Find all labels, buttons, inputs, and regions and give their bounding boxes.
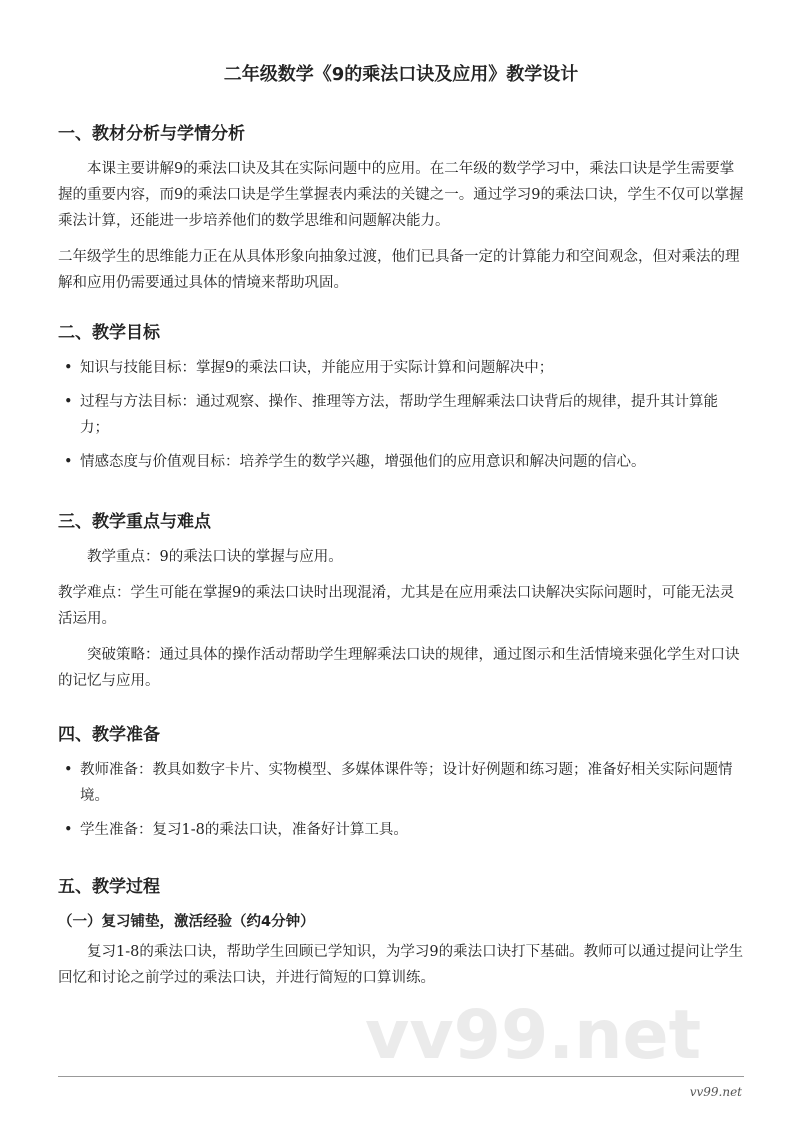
list-item: • 情感态度与价值观目标：培养学生的数学兴趣，增强他们的应用意识和解决问题的信心。 — [80, 449, 744, 475]
watermark: vv99.net — [365, 996, 702, 1075]
bullet-list — [58, 757, 744, 843]
footer-divider — [58, 1076, 744, 1077]
section-heading: 一、教材分析与学情分析 — [58, 124, 245, 144]
footer-text: vv99.net — [689, 1085, 742, 1099]
section-heading: 四、教学准备 — [58, 725, 160, 745]
list-item: • 过程与方法目标：通过观察、操作、推理等方法，帮助学生理解乘法口诀背后的规律，提升其计算能力； — [80, 389, 744, 441]
list-item: • 教师准备：教具如数字卡片、实物模型、多媒体课件等；设计好例题和练习题；准备好相关实际问题情境。 — [80, 757, 744, 809]
paragraph: 复习1-8的乘法口诀，帮助学生回顾已学知识，为学习9的乘法口诀打下基础。教师可以通过提问让学生回忆和讨论之前学过的乘法口诀，并进行简短的口算训练。 — [58, 944, 744, 986]
document-title: 二年级数学《9的乘法口诀及应用》教学设计 — [223, 64, 579, 85]
section-key-points — [58, 508, 744, 704]
paragraph: 二年级学生的思维能力正在从具体形象向抽象过渡，他们已具备一定的计算能力和空间观念，但对乘法的理解和应用仍需要通过具体的情境来帮助巩固。 — [58, 249, 740, 291]
section-objectives — [58, 319, 744, 483]
paragraph: 突破策略：通过具体的操作活动帮助学生理解乘法口诀的规律，通过图示和生活情境来强化学生对口诀的记忆与应用。 — [58, 647, 740, 689]
section-analysis — [58, 120, 744, 306]
document-page — [58, 0, 744, 1130]
paragraph: 本课主要讲解9的乘法口诀及其在实际问题中的应用。在二年级的数学学习中，乘法口诀是学生需要掌握的重要内容，而9的乘法口诀是学生掌握表内乘法的关键之一。通过学习9的乘法口诀，学生不仅可以掌握乘法计算，还能进一步培养他们的数学思维和问题解决能力。 — [58, 161, 744, 229]
section-process — [58, 873, 744, 1001]
section-preparation — [58, 721, 744, 851]
list-item: • 知识与技能目标：掌握9的乘法口诀，并能应用于实际计算和问题解决中； — [80, 355, 744, 381]
section-heading: 五、教学过程 — [58, 877, 160, 897]
bullet-list — [58, 355, 744, 475]
paragraph: 教学难点：学生可能在掌握9的乘法口诀时出现混淆，尤其是在应用乘法口诀解决实际问题时，可能无法灵活运用。 — [58, 585, 735, 627]
list-item: • 学生准备：复习1-8的乘法口诀，准备好计算工具。 — [80, 817, 744, 843]
paragraph: 教学重点：9的乘法口诀的掌握与应用。 — [87, 549, 343, 565]
section-heading: 二、教学目标 — [58, 323, 160, 343]
subsection-heading: （一）复习铺垫，激活经验（约4分钟） — [58, 914, 315, 930]
section-heading: 三、教学重点与难点 — [58, 512, 211, 532]
